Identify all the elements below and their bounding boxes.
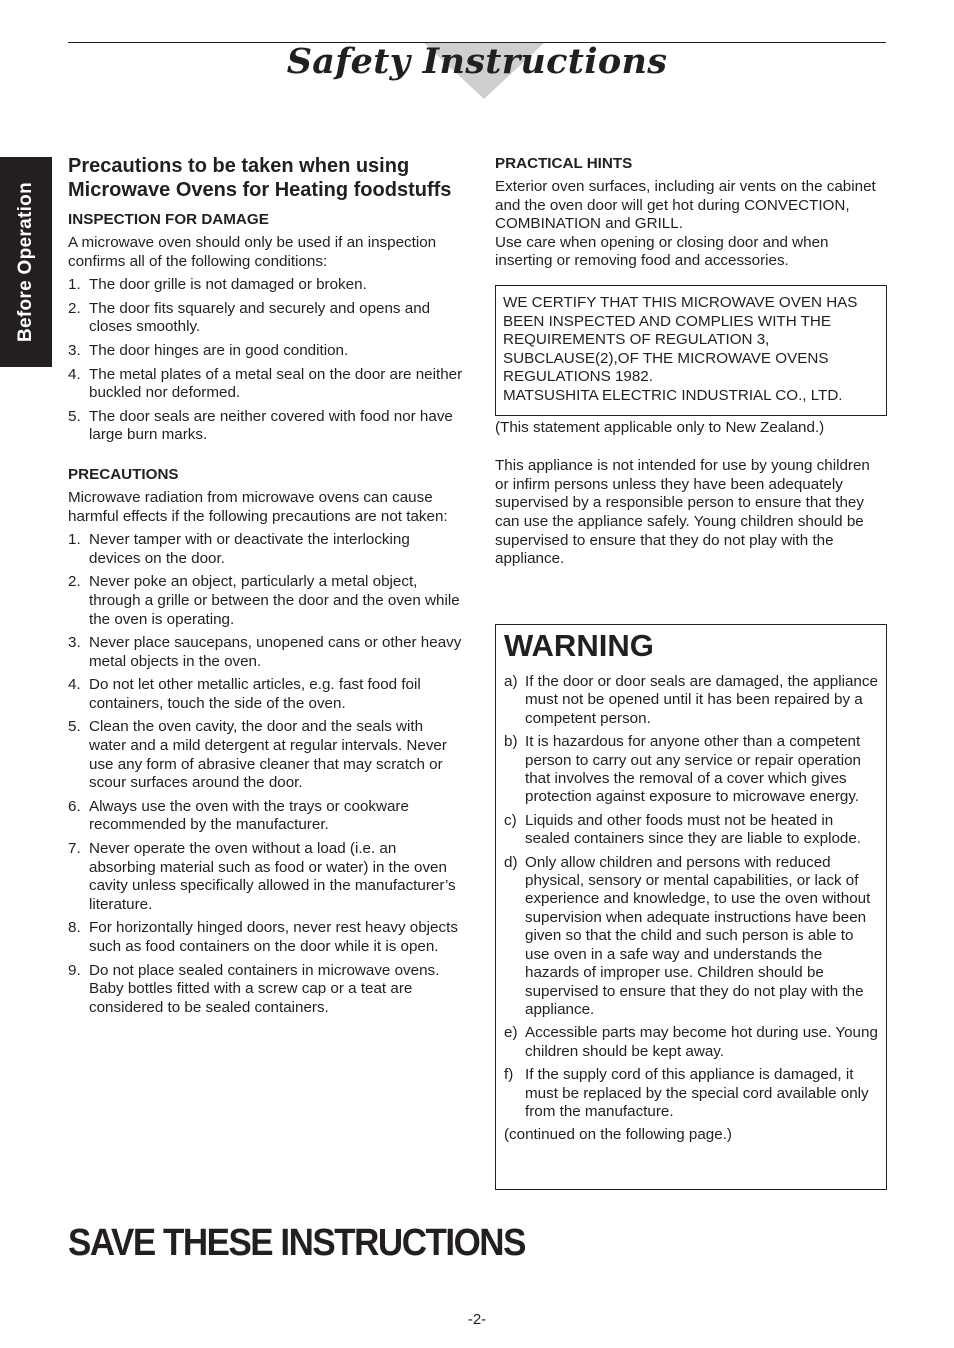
- side-tab: [0, 157, 52, 367]
- side-tab-label: Before Operation: [15, 182, 36, 342]
- list-item: 3. Never place saucepans, unopened cans or other heavy metal objects in the oven.: [68, 634, 462, 670]
- list-item: c) Liquids and other foods must not be heated in sealed containers since they are liable to explode.: [504, 811, 862, 848]
- save-instructions-heading: SAVE THESE INSTRUCTIONS: [68, 1222, 525, 1264]
- list-item: 5. Clean the oven cavity, the door and the seals with water and a mild detergent at regular intervals. Never use any form of abrasive cleaner that may scratch or scour surfaces around the door.: [68, 718, 447, 792]
- section-heading: Precautions to be taken when using Microwave Ovens for Heating foodstuffs: [68, 155, 452, 201]
- list-item: a) If the door or door seals are damaged, the appliance must not be opened until it has been repaired by a competent person.: [504, 673, 878, 727]
- list-item: 2. Never poke an object, particularly a metal object, through a grille or between the door and the oven while the oven is operating.: [68, 573, 460, 628]
- list-item: 7. Never operate the oven without a load (i.e. an absorbing material such as food or water) in the oven cavity unless specifically allowed in the manufacturer’s literature.: [68, 840, 456, 913]
- list-item: 8. For horizontally hinged doors, never rest heavy objects such as food containers on the door while it is open.: [68, 919, 458, 955]
- warning-title: WARNING: [504, 628, 654, 663]
- inspection-title: INSPECTION FOR DAMAGE: [68, 211, 269, 228]
- list-item: 1. Never tamper with or deactivate the interlocking devices on the door.: [68, 531, 410, 567]
- hints-paragraph: Use care when opening or closing door and when inserting or removing food and accessories.: [495, 233, 829, 270]
- list-item: 4. The metal plates of a metal seal on the door are neither buckled nor deformed.: [68, 365, 463, 402]
- page-number: -2-: [467, 1311, 487, 1328]
- appliance-note: This appliance is not intended for use by young children or infirm persons unless they have been adequately supervised by a responsible person to ensure that they can use the appliance safely. Young children should be supervised to ensure that they do not play with the appliance.: [495, 457, 870, 568]
- list-item: 1. The door grille is not damaged or broken.: [68, 276, 367, 294]
- precautions-list: [68, 531, 463, 1017]
- list-item: 2. The door fits squarely and securely and opens and closes smoothly.: [68, 299, 431, 336]
- list-item: 4. Do not let other metallic articles, e.g. fast food foil containers, touch the side of the oven.: [68, 676, 421, 712]
- hints-title: PRACTICAL HINTS: [495, 155, 633, 172]
- certificate-text: WE CERTIFY THAT THIS MICROWAVE OVEN HAS BEEN INSPECTED AND COMPLIES WITH THE REQUIREMENTS OF REGULATION 3, SUBCLAUSE(2),OF THE MICROWAVE OVENS REGULATIONS 1982.: [503, 293, 858, 386]
- list-item: d) Only allow children and persons with reduced physical, sensory or mental capabilities, or lack of experience and knowledge, to use the oven without supervision when adequate instructions have been given so that the child and such person is able to use oven in a safe way and understands the hazards of improper use. Children should be supervised to ensure that they do not play with the appliance.: [504, 853, 871, 1018]
- right-column: [495, 155, 887, 569]
- inspection-intro: A microwave oven should only be used if an inspection confirms all of the following conditions:: [68, 234, 437, 270]
- list-item: 3. The door hinges are in good condition.: [68, 341, 349, 359]
- inspection-list: [68, 276, 463, 445]
- precautions-intro: Microwave radiation from microwave ovens can cause harmful effects if the following precautions are not taken:: [68, 488, 448, 525]
- warning-box: [495, 624, 887, 1190]
- list-item: b) It is hazardous for anyone other than a competent person to carry out any service or repair operation that involves the removal of a cover which gives protection against exposure to microwave energy.: [504, 733, 861, 806]
- list-item: 5. The door seals are neither covered with food nor have large burn marks.: [68, 407, 453, 444]
- certificate-company: MATSUSHITA ELECTRIC INDUSTRIAL CO., LTD.: [503, 386, 843, 404]
- page-title: Safety Instructions: [286, 41, 668, 82]
- precautions-title: PRECAUTIONS: [68, 465, 179, 483]
- continued-note: (continued on the following page.): [504, 1126, 732, 1144]
- nz-note: (This statement applicable only to New Zealand.): [495, 418, 825, 436]
- list-item: 6. Always use the oven with the trays or cookware recommended by the manufacturer.: [68, 797, 409, 834]
- list-item: 9. Do not place sealed containers in microwave ovens. Baby bottles fitted with a screw cap or a teat are considered to be sealed containers.: [68, 961, 440, 1016]
- left-column: [68, 154, 463, 1017]
- certificate-box: [495, 285, 887, 416]
- warning-list: [504, 673, 878, 1121]
- list-item: e) Accessible parts may become hot during use. Young children should be kept away.: [504, 1024, 878, 1060]
- hints-paragraph: Exterior oven surfaces, including air vents on the cabinet and the oven door will get hot during CONVECTION, COMBINATION and GRILL.: [495, 178, 876, 233]
- list-item: f) If the supply cord of this appliance is damaged, it must be replaced by the special cord available only from the manufacture.: [504, 1066, 869, 1120]
